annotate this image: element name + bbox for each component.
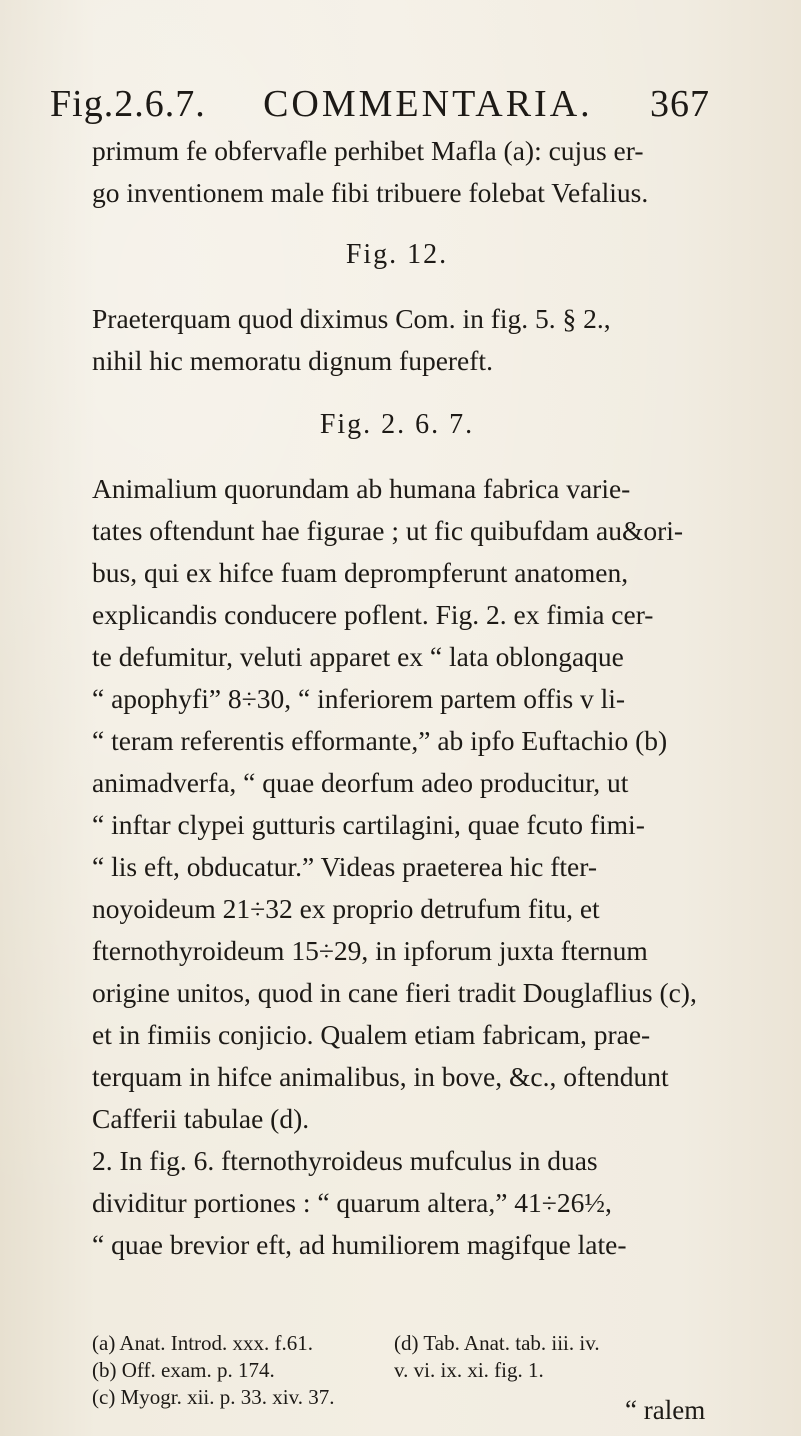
text-line: te defumitur, veluti apparet ex “ lata oblongaque — [92, 641, 624, 672]
header-figure-ref: Fig.2.6.7. — [50, 83, 206, 125]
footnotes — [92, 1330, 702, 1411]
text-line: Cafferii tabulae (d). — [92, 1103, 310, 1134]
text-line: “ lis eft, obducatur.” Videas praeterea hic fter- — [92, 851, 598, 882]
text-line: et in fimiis conjicio. Qualem etiam fabricam, prae- — [92, 1019, 651, 1050]
text-line: terquam in hifce animalibus, in bove, &c., oftendunt — [92, 1061, 669, 1092]
footnote-a: (a) Anat. Introd. xxx. f.61. — [92, 1331, 314, 1355]
text-line: “ teram referentis efformante,” ab ipfo Euftachio (b) — [92, 725, 668, 756]
section-heading-fig-2-6-7: Fig. 2. 6. 7. — [319, 409, 475, 440]
text-line: “ quae brevior eft, ad humiliorem magifque late- — [92, 1229, 627, 1260]
footnote-d: (d) Tab. Anat. tab. iii. iv. — [394, 1331, 600, 1355]
footnotes-left-column — [92, 1330, 390, 1411]
section-heading-fig-12: Fig. 12. — [345, 239, 449, 270]
page-number: 367 — [650, 83, 710, 125]
text-line: 2. In fig. 6. fternothyroideus mufculus in duas — [92, 1145, 598, 1176]
catchword: “ ralem — [625, 1395, 706, 1425]
text-line: tates oftendunt hae figurae ; ut fic quibufdam au&ori- — [92, 515, 684, 546]
text-line: bus, qui ex hifce fuam deprompferunt anatomen, — [92, 557, 629, 588]
footnote-d-continued: v. vi. ix. xi. fig. 1. — [394, 1358, 544, 1382]
footnote-c: (c) Myogr. xii. p. 33. xiv. 37. — [92, 1385, 335, 1409]
header-title: COMMENTARIA. — [263, 83, 593, 125]
text-line: primum fe obfervafle perhibet Mafla (a): cujus er- — [92, 135, 644, 166]
text-line: dividitur portiones : “ quarum altera,” 41÷26½, — [92, 1187, 612, 1218]
text-line: origine unitos, quod in cane fieri tradit Douglaflius (c), — [92, 977, 697, 1008]
running-header — [50, 82, 710, 126]
text-line: explicandis conducere poflent. Fig. 2. ex fimia cer- — [92, 599, 654, 630]
text-line: animadverfa, “ quae deorfum adeo producitur, ut — [92, 767, 629, 798]
footnote-b: (b) Off. exam. p. 174. — [92, 1358, 275, 1382]
text-line: go inventionem male fibi tribuere folebat Vefalius. — [92, 177, 649, 208]
main-text — [92, 130, 702, 1266]
text-line: fternothyroideum 15÷29, in ipforum juxta fternum — [92, 935, 648, 966]
text-line: “ inftar clypei gutturis cartilagini, quae fcuto fimi- — [92, 809, 645, 840]
text-line: Animalium quorundam ab humana fabrica varie- — [92, 473, 631, 504]
text-line: “ apophyfi” 8÷30, “ inferiorem partem offis v li- — [92, 683, 626, 714]
text-line: noyoideum 21÷32 ex proprio detrufum fitu, et — [92, 893, 600, 924]
text-line: nihil hic memoratu dignum fupereft. — [92, 345, 493, 376]
text-line: Praeterquam quod diximus Com. in fig. 5. § 2., — [92, 303, 611, 334]
